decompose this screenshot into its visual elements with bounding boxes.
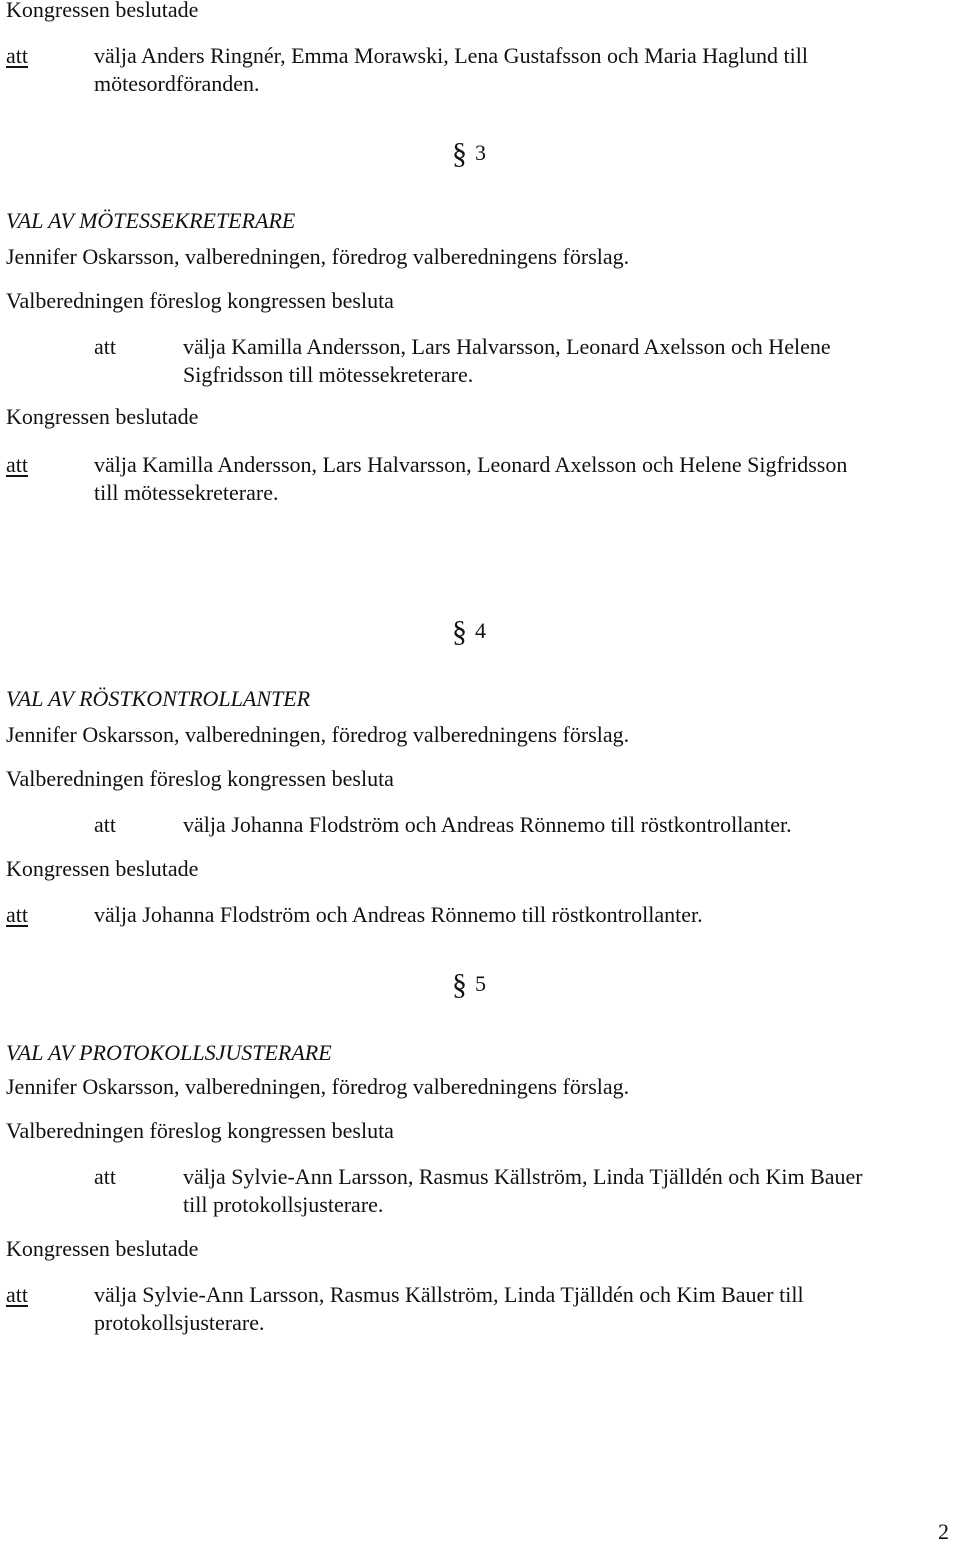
section-5-proposal-line1: välja Sylvie-Ann Larsson, Rasmus Källström, Linda Tjälldén och Kim Bauer — [183, 1164, 863, 1189]
section-5-heading: VAL AV PROTOKOLLSJUSTERARE — [6, 1040, 332, 1065]
section-5-presenter: Jennifer Oskarsson, valberedningen, föredrog valberedningens förslag. — [6, 1074, 630, 1099]
prev-decision-line2: mötesordföranden. — [94, 71, 260, 96]
section-4-decision-att: att — [6, 902, 28, 927]
section-3-heading: VAL AV MÖTESSEKRETERARE — [6, 208, 296, 233]
section-5-proposal-att: att — [94, 1164, 116, 1189]
section-5-proposal-intro: Valberedningen föreslog kongressen besluta — [6, 1118, 394, 1143]
prev-att: att — [6, 43, 28, 68]
section-3-proposal-line1: välja Kamilla Andersson, Lars Halvarsson, Leonard Axelsson och Helene — [183, 334, 831, 359]
section-mark: § — [452, 615, 467, 648]
section-mark: § — [452, 968, 467, 1001]
section-4-proposal-line1: välja Johanna Flodström och Andreas Rönnemo till röstkontrollanter. — [183, 812, 792, 837]
section-3-proposal-line2: Sigfridsson till mötessekreterare. — [183, 362, 474, 387]
section-3-decision-att: att — [6, 452, 28, 477]
section-3-presenter: Jennifer Oskarsson, valberedningen, föredrog valberedningens förslag. — [6, 244, 630, 269]
prev-decided-label: Kongressen beslutade — [6, 0, 199, 22]
section-4-heading: VAL AV RÖSTKONTROLLANTER — [6, 686, 311, 711]
page-number: 2 — [938, 1519, 949, 1544]
section-4-number: § 4 — [452, 615, 486, 648]
section-5-decision-line2: protokollsjusterare. — [94, 1310, 265, 1335]
section-5-proposal-line2: till protokollsjusterare. — [183, 1192, 384, 1217]
section-5-decision-att: att — [6, 1282, 28, 1307]
section-4-decision-line1: välja Johanna Flodström och Andreas Rönnemo till röstkontrollanter. — [94, 902, 703, 927]
section-3-proposal-intro: Valberedningen föreslog kongressen besluta — [6, 288, 394, 313]
section-3-decision-line1: välja Kamilla Andersson, Lars Halvarsson, Leonard Axelsson och Helene Sigfridsson — [94, 452, 848, 477]
prev-decision-line1: välja Anders Ringnér, Emma Morawski, Lena Gustafsson och Maria Haglund till — [94, 43, 808, 68]
section-4-presenter: Jennifer Oskarsson, valberedningen, föredrog valberedningens förslag. — [6, 722, 630, 747]
section-3-number: § 3 — [452, 137, 486, 170]
section-3-decided-label: Kongressen beslutade — [6, 404, 199, 429]
section-mark: § — [452, 137, 467, 170]
section-4-proposal-att: att — [94, 812, 116, 837]
section-4-decided-label: Kongressen beslutade — [6, 856, 199, 881]
section-5-decided-label: Kongressen beslutade — [6, 1236, 199, 1261]
section-5-decision-line1: välja Sylvie-Ann Larsson, Rasmus Källström, Linda Tjälldén och Kim Bauer till — [94, 1282, 804, 1307]
section-5-number: § 5 — [452, 968, 486, 1001]
section-3-decision-line2: till mötessekreterare. — [94, 480, 279, 505]
section-4-proposal-intro: Valberedningen föreslog kongressen besluta — [6, 766, 394, 791]
section-3-proposal-att: att — [94, 334, 116, 359]
